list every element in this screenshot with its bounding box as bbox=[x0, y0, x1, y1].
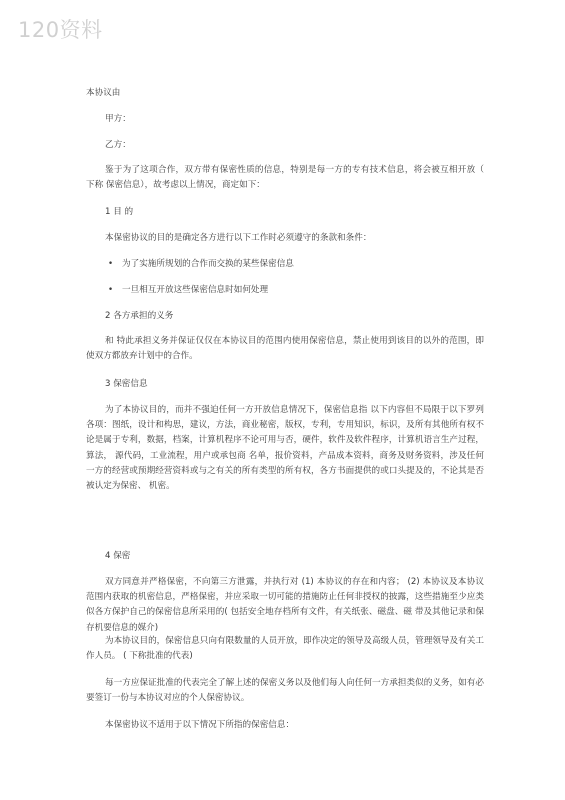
watermark-logo: 120资料 bbox=[18, 18, 103, 42]
bullet-text: 一旦相互开放这些保密信息时如何处理 bbox=[122, 285, 269, 295]
section-4-paragraph-4: 本保密协议不适用于以下情况下所指的保密信息： bbox=[105, 720, 295, 730]
section-1-text: 本保密协议的目的是确定各方进行以下工作时必须遵守的条款和条件： bbox=[105, 233, 372, 243]
intro-line: 本协议由 bbox=[86, 88, 121, 98]
preamble-paragraph: 鉴于为了这项合作，双方带有保密性质的信息，特别是每一方的专有技术信息，将会被互相开放（ 下称 保密信息），故考虑以上情况，商定如下： bbox=[86, 165, 484, 191]
bullet-text: 为了实施所规划的合作而交换的某些保密信息 bbox=[122, 259, 294, 269]
party-a-line: 甲方： bbox=[105, 114, 131, 124]
section-3-title: 3 保密信息 bbox=[105, 379, 148, 389]
section-1-bullet-item bbox=[108, 283, 268, 298]
section-1-bullet-item bbox=[108, 257, 294, 272]
section-2-paragraph: 和 特此承担义务并保证仅仅在本协议目的范围内使用保密信息，禁止使用到该目的以外的范围，即使双方都放弃计划中的合作。 bbox=[86, 336, 484, 362]
section-1-title: 1 目 的 bbox=[105, 207, 134, 217]
party-b-line: 乙方： bbox=[105, 140, 131, 150]
section-4-paragraph-2: 为本协议目的，保密信息只向有限数量的人员开放，即作决定的领导及高级人员，管理领导及有关工作人员。 ( 下称批准的代表) bbox=[86, 636, 484, 662]
section-2-title: 2 各方承担的义务 bbox=[105, 311, 174, 321]
bullet-icon: • bbox=[108, 285, 114, 295]
section-4-title: 4 保密 bbox=[105, 551, 131, 561]
bullet-icon: • bbox=[108, 259, 114, 269]
section-4-paragraph-1: 双方同意并严格保密，不向第三方泄露，并执行对 (1) 本协议的存在和内容； (2) 本协议及本协议范围内获取的机密信息，严格保密，并应采取一切可能的措施防止任何非授权的披露，这些措施至少应类似各方保护自己的保密信息所采用的( 包括安全地存档所有文件，有关纸张、磁盘、磁 带及其他记录和保存机要信息的媒介) bbox=[86, 577, 484, 633]
section-3-paragraph: 为了本协议目的，而并不强迫任何一方开放信息情况下，保密信息指 以下内容但不局限于以下罗列各项：图纸，设计和构思，建议，方法，商业秘密，版权，专利，专用知识，标识，及所有其他所有权不论是属于专利，数据，档案，计算机程序不论可用与否，硬件，软件及软件程序，计算机语言生产过程，算法， 源代码，工业流程，用户或承包商 名单，报价资料，产品成本资料，商务及财务资料，涉及任何一方的经营或预期经营资料或与之有关的所有类型的所有权，各方书面提供的或口头提及的，不论其是否被认定为保密、 机密。 bbox=[86, 405, 484, 492]
section-4-paragraph-3: 每一方应保证批准的代表完全了解上述的保密义务以及他们每人向任何一方承担类似的义务，如有必要签订一份与本协议对应的个人保密协议。 bbox=[86, 678, 484, 704]
